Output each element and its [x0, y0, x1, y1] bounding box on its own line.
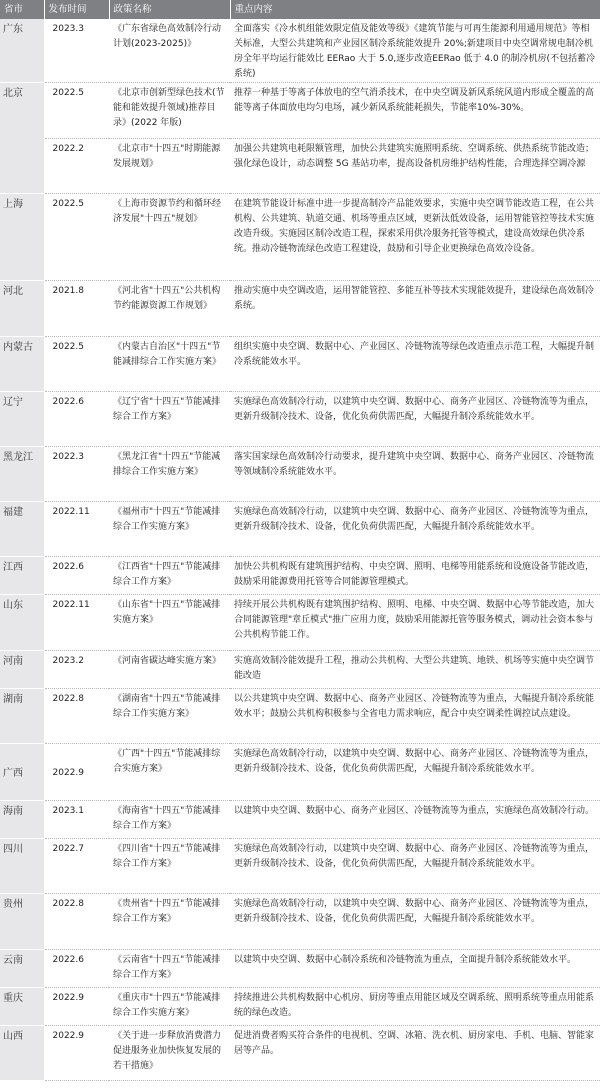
- policy-name-cell: 《北京市创新型绿色技术(节能和能效提升领域)推荐目录》(2022 年版): [109, 83, 230, 139]
- table-row: [0, 337, 600, 392]
- province-cell: 黑龙江: [0, 447, 44, 502]
- date-cell: 2022.6: [44, 557, 109, 595]
- date-cell: 2022.3: [44, 447, 109, 502]
- date-cell: 2022.9: [44, 1026, 109, 1081]
- content-cell: 持续推进公共机构数据中心机房、厨房等重点用能区域及空调系统、照明系统等重点用能系统的绿色改造。: [230, 988, 600, 1026]
- table-row: [0, 557, 600, 595]
- content-cell: 全面落实《冷水机组能效限定值及能效等级》《建筑节能与可再生能源利用通用规范》等相关标准，大型公共建筑和产业园区制冷系统能效提升 20%;新建项目中央空调常规电制冷机房全年平均运行能效比 EERao 大于 5.0,逐步改造EERao 低于 4.0 的制冷机房(不包括蓄冷系统): [230, 19, 600, 83]
- policy-name-cell: 《辽宁省"十四五"节能减排综合工作方案》: [109, 392, 230, 447]
- header-row: [0, 0, 600, 19]
- content-cell: 实施高效制冷能效提升工程，推动公共机构、大型公共建筑、地铁、机场等实施中央空调节能改造: [230, 651, 600, 689]
- date-cell: 2022.8: [44, 894, 109, 950]
- content-cell: 以建筑中央空调、数据中心制冷系统和冷链物流为重点，全面提升制冷系统能效水平。: [230, 950, 600, 988]
- policy-name-cell: 《广西"十四五"节能减排综合实施方案》: [109, 744, 230, 801]
- date-cell: 2022.5: [44, 337, 109, 392]
- table-row: [0, 950, 600, 988]
- table-row: [0, 392, 600, 447]
- table-row: [0, 447, 600, 502]
- content-cell: 加快公共机构既有建筑围护结构、中央空调、照明、电梯等用能系统和设施设备节能改造，鼓励采用能源费用托管等合同能源管理模式。: [230, 557, 600, 595]
- date-cell: 2023.2: [44, 651, 109, 689]
- date-cell: 2022.6: [44, 950, 109, 988]
- policy-name-cell: 《云南省"十四五"节能减排综合工作方案》: [109, 950, 230, 988]
- province-cell: 湖南: [0, 689, 44, 744]
- policy-name-cell: 《贵州省"十四五"节能减排综合工作方案》: [109, 894, 230, 950]
- province-cell: 北京: [0, 83, 44, 139]
- policy-name-cell: 《湖南省"十四五"节能减排综合工作实施方案》: [109, 689, 230, 744]
- policy-name-cell: 《四川省"十四五"节能减排综合工作方案》: [109, 839, 230, 894]
- province-cell: 云南: [0, 950, 44, 988]
- province-cell: 广东: [0, 19, 44, 83]
- date-cell: 2022.8: [44, 689, 109, 744]
- policy-name-cell: 《海南省"十四五"节能减排综合工作方案》: [109, 801, 230, 839]
- province-cell: 广西: [0, 744, 44, 801]
- content-cell: 实施绿色高效制冷行动，以建筑中央空调、数据中心、商务产业园区、冷链物流等为重点，更新升级制冷技术、设备，优化负荷供需匹配，大幅提升制冷系统能效水平。: [230, 894, 600, 950]
- table-row: [0, 83, 600, 139]
- content-cell: 实施绿色高效制冷行动，以建筑中央空调、数据中心、商务产业园区、冷链物流等为重点，更新升级制冷技术、设备，优化负荷供需匹配，大幅提升制冷系统能效水平。: [230, 839, 600, 894]
- table-row: [0, 689, 600, 744]
- date-cell: 2023.1: [44, 801, 109, 839]
- content-cell: 在建筑节能设计标准中进一步提高制冷产品能效要求，实施中央空调节能改造工程，在公共机构、公共建筑、轨道交通、机场等重点区域，更新汰低效设备，运用智能管控等技术实施改造升级。实施园区制冷改造工程，探索采用供冷服务托管等模式，建设高效绿色供冷系统。推动冷链物流绿色改造工程建设，鼓励和引导企业更换绿色高效冷设备。: [230, 194, 600, 281]
- content-cell: 推荐一种基于等离子体放电的空气消杀技术，在中央空调及新风系统风道内形成全覆盖的高能等离子体面放电均匀电场，减少新风系统能耗损失，节能率10%-30%。: [230, 83, 600, 139]
- table-row: [0, 139, 600, 194]
- province-cell: 福建: [0, 502, 44, 557]
- table-row: [0, 894, 600, 950]
- province-cell: 上海: [0, 194, 44, 281]
- table-row: [0, 1026, 600, 1081]
- province-cell: 河南: [0, 651, 44, 689]
- table-row: [0, 19, 600, 83]
- date-cell: 2022.5: [44, 83, 109, 139]
- header-date: 发布时间: [44, 0, 109, 19]
- table-row: [0, 595, 600, 651]
- policy-name-cell: 《福州市"十四五"节能减排综合工作实施方案》: [109, 502, 230, 557]
- content-cell: 实施绿色高效制冷行动，以建筑中央空调、数据中心、商务产业园区、冷链物流等为重点，更新升级制冷技术、设备，优化负荷供需匹配，大幅提升制冷系统能效水平。: [230, 502, 600, 557]
- table-row: [0, 194, 600, 281]
- province-cell: 内蒙古: [0, 337, 44, 392]
- province-cell: 海南: [0, 801, 44, 839]
- content-cell: 促进消费者购买符合条件的电视机、空调、冰箱、洗衣机、厨房家电、手机、电脑、智能家居等产品。: [230, 1026, 600, 1081]
- header-content: 重点内容: [230, 0, 600, 19]
- policy-name-cell: 《北京市"十四五"时期能源发展规划》: [109, 139, 230, 194]
- date-cell: 2022.9: [44, 744, 109, 801]
- content-cell: 实施绿色高效制冷行动，以建筑中央空调、数据中心、商务产业园区、冷链物流等为重点，更新升级制冷技术、设备，优化负荷供需匹配，大幅提升制冷系统能效水平。: [230, 392, 600, 447]
- table-row: [0, 502, 600, 557]
- content-cell: 组织实施中央空调、数据中心、产业园区、冷链物流等绿色改造重点示范工程，大幅提升制冷系统能效水平。: [230, 337, 600, 392]
- province-cell: 四川: [0, 839, 44, 894]
- date-cell: 2022.2: [44, 139, 109, 194]
- date-cell: 2023.3: [44, 19, 109, 83]
- table-row: [0, 839, 600, 894]
- policy-name-cell: 《山东省"十四五"节能减排实施方案》: [109, 595, 230, 651]
- date-cell: 2021.8: [44, 281, 109, 337]
- policy-name-cell: 《江西省"十四五"节能减排综合工作方案》: [109, 557, 230, 595]
- province-cell: 重庆: [0, 988, 44, 1026]
- policy-name-cell: 《黑龙江省"十四五"节能减排综合工作实施方案》: [109, 447, 230, 502]
- table-header: [0, 0, 600, 19]
- content-cell: 实施绿色高效制冷行动，以建筑中央空调、数据中心、商务产业园区、冷链物流等为重点，更新升级制冷技术、设备，优化负荷供需匹配，大幅提升制冷系统能效水平。: [230, 744, 600, 801]
- province-cell: 辽宁: [0, 392, 44, 447]
- table-row: [0, 744, 600, 801]
- date-cell: 2022.9: [44, 988, 109, 1026]
- date-cell: 2022.11: [44, 502, 109, 557]
- table-body: [0, 19, 600, 1081]
- content-cell: 以建筑中央空调、数据中心、商务产业园区、冷链物流等为重点，实施绿色高效制冷行动。: [230, 801, 600, 839]
- date-cell: 2022.7: [44, 839, 109, 894]
- table-row: [0, 801, 600, 839]
- province-cell: 贵州: [0, 894, 44, 950]
- table-row: [0, 651, 600, 689]
- date-cell: 2022.11: [44, 595, 109, 651]
- policy-name-cell: 《河南省碳达峰实施方案》: [109, 651, 230, 689]
- policy-name-cell: 《重庆市"十四五"节能减排综合工作实施方案》: [109, 988, 230, 1026]
- header-policy-name: 政策名称: [109, 0, 230, 19]
- province-cell: [0, 139, 44, 194]
- content-cell: 加强公共建筑电耗限额管理，加快公共建筑实施照明系统、空调系统、供热系统节能改造；强化绿色设计，动态调整 5G 基站功率，提高设备机房维护结构性能，合理选择空调冷源: [230, 139, 600, 194]
- date-cell: 2022.5: [44, 194, 109, 281]
- header-province: 省市: [0, 0, 44, 19]
- content-cell: 持续开展公共机构既有建筑围护结构、照明、电梯、中央空调、数据中心等节能改造，加大合同能源管理"章丘模式"推广应用力度，鼓励采用能源托管等服务模式，调动社会资本参与公共机构节能工作。: [230, 595, 600, 651]
- content-cell: 推动实施中央空调改造，运用智能管控、多能互补等技术实现能效提升，建设绿色高效制冷系统。: [230, 281, 600, 337]
- policy-name-cell: 《上海市资源节约和循环经济发展"十四五"规划》: [109, 194, 230, 281]
- province-cell: 河北: [0, 281, 44, 337]
- content-cell: 以公共建筑中央空调、数据中心、商务产业园区、冷链物流等为重点，大幅提升制冷系统能效水平；鼓励公共机构积极参与全省电力需求响应，配合中央空调柔性调控试点建设。: [230, 689, 600, 744]
- province-cell: 江西: [0, 557, 44, 595]
- policy-name-cell: 《内蒙古自治区"十四五"节能减排综合工作实施方案》: [109, 337, 230, 392]
- policy-name-cell: 《关于进一步释放消费潜力促进服务业加快恢复发展的若干措施》: [109, 1026, 230, 1081]
- table-row: [0, 281, 600, 337]
- date-cell: 2022.6: [44, 392, 109, 447]
- policy-name-cell: 《河北省"十四五"公共机构节约能源资源工作规划》: [109, 281, 230, 337]
- province-cell: 山西: [0, 1026, 44, 1081]
- table-row: [0, 988, 600, 1026]
- province-cell: 山东: [0, 595, 44, 651]
- policy-name-cell: 《广东省绿色高效制冷行动计划(2023-2025)》: [109, 19, 230, 83]
- content-cell: 落实国家绿色高效制冷行动要求，提升建筑中央空调、数据中心、商务产业园区、冷链物流等领域制冷系统能效水平。: [230, 447, 600, 502]
